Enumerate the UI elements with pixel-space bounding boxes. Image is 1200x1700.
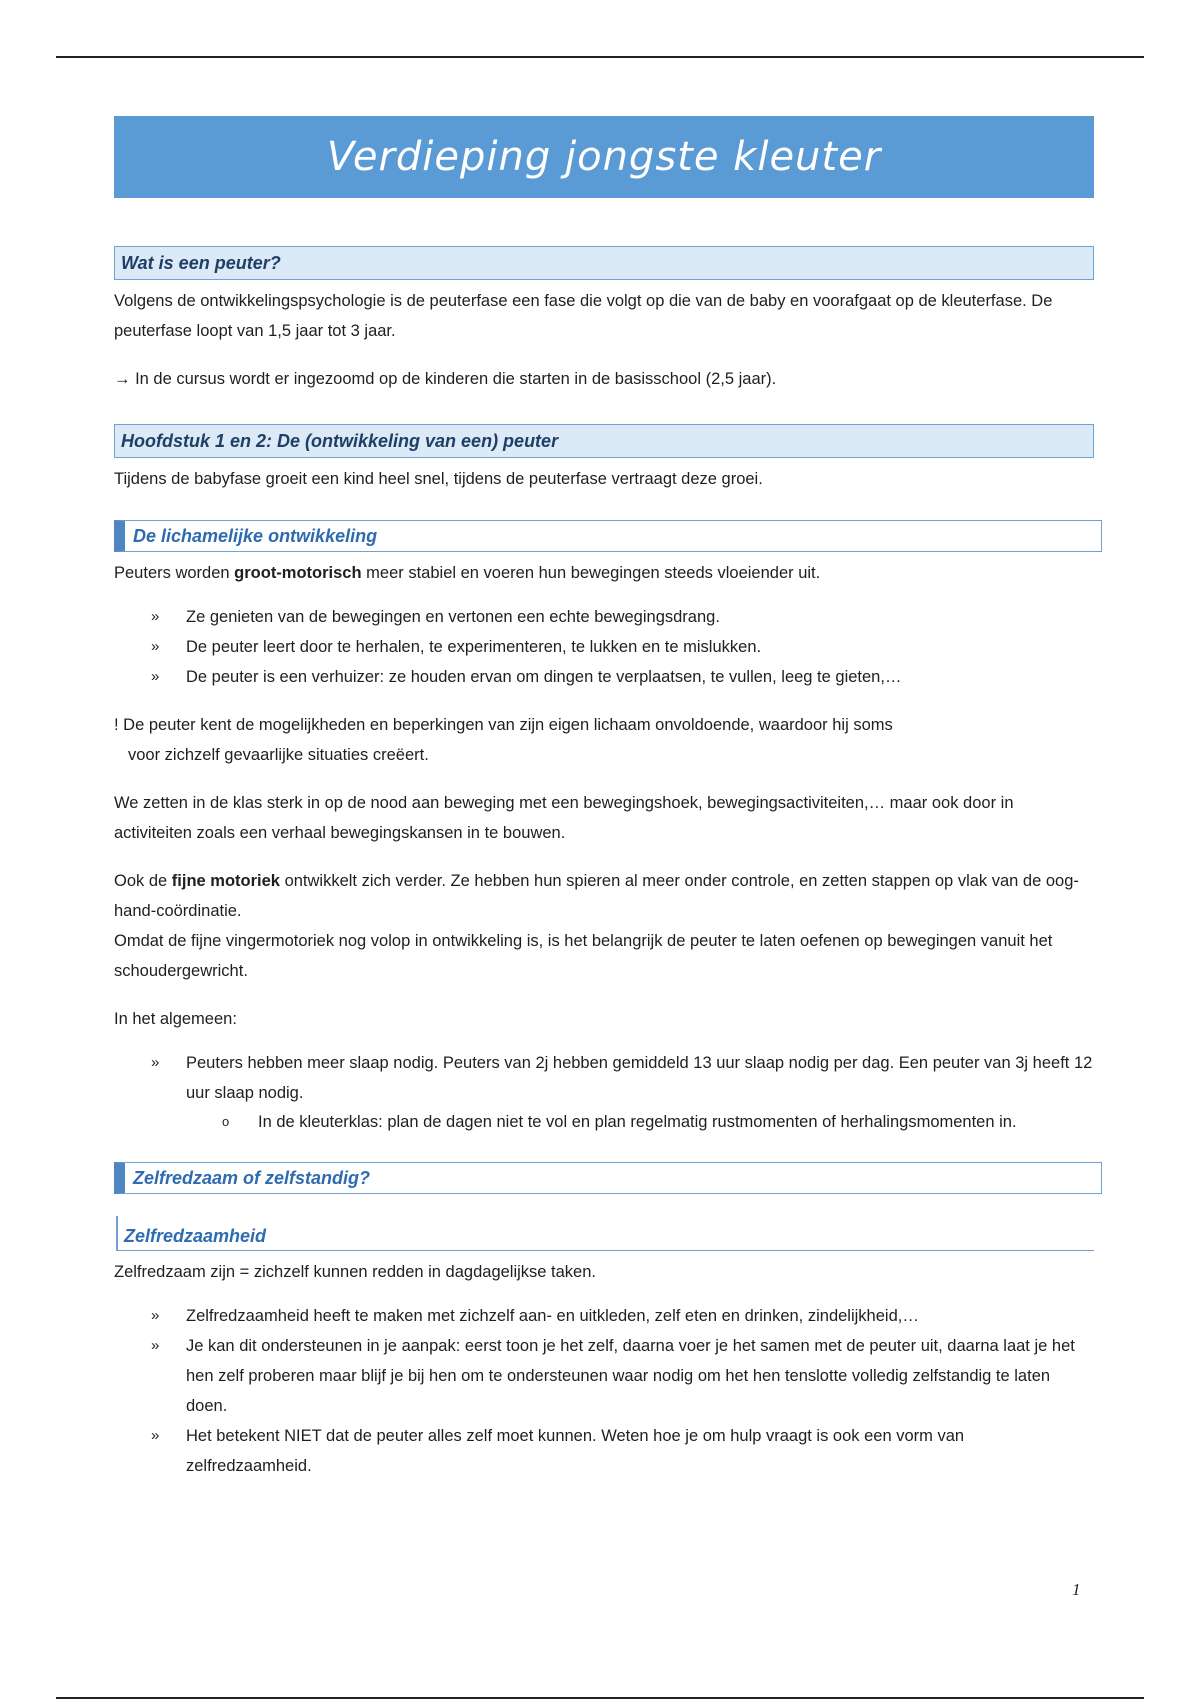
paragraph: Tijdens de babyfase groeit een kind heel snel, tijdens de peuterfase vertraagt deze groei. bbox=[114, 470, 763, 488]
list-item bbox=[114, 1331, 1094, 1421]
list-item bbox=[114, 632, 1094, 662]
heading-lichamelijke-ontwikkeling: De lichamelijke ontwikkeling bbox=[114, 520, 1102, 552]
paragraph bbox=[114, 558, 1094, 588]
bullet-icon: » bbox=[151, 668, 160, 685]
paragraph: Omdat de fijne vingermotoriek nog volop in ontwikkeling is, is het belangrijk de peuter te laten oefenen op bewegingen vanuit het schoudergewricht. bbox=[114, 932, 1053, 980]
bullet-icon: » bbox=[151, 1337, 160, 1354]
heading-zelfredzaamheid: Zelfredzaamheid bbox=[116, 1216, 1094, 1251]
paragraph: In het algemeen: bbox=[114, 1010, 237, 1028]
list-item-text: Je kan dit ondersteunen in je aanpak: eerst toon je het zelf, daarna voer je het samen met de peuter uit, daarna laat je het hen zelf proberen maar blijf je bij hen om te ondersteunen waar nodig om het hen tenslotte volledig zelfstandig te laten doen. bbox=[186, 1337, 1075, 1415]
arrow-right-icon: → bbox=[114, 370, 131, 388]
list-item bbox=[114, 1301, 1094, 1331]
heading-zelfredzaam-of-zelfstandig: Zelfredzaam of zelfstandig? bbox=[114, 1162, 1102, 1194]
circle-bullet-icon: o bbox=[222, 1114, 230, 1129]
list-item bbox=[114, 662, 1094, 692]
footer-rule bbox=[56, 1697, 1144, 1699]
bullet-icon: » bbox=[151, 608, 160, 625]
sub-list-item bbox=[186, 1108, 1094, 1136]
list-item-text: Zelfredzaamheid heeft te maken met zichzelf aan- en uitkleden, zelf eten en drinken, zindelijkheid,… bbox=[186, 1307, 919, 1325]
list-item-text: Ze genieten van de bewegingen en vertonen een echte bewegingsdrang. bbox=[186, 608, 720, 626]
warning-paragraph bbox=[114, 710, 1094, 770]
sub-list bbox=[186, 1108, 1094, 1136]
bullet-list bbox=[114, 602, 1094, 692]
bullet-list bbox=[114, 1048, 1094, 1136]
warning-line: ! De peuter kent de mogelijkheden en beperkingen van zijn eigen lichaam onvoldoende, waardoor hij soms bbox=[114, 716, 893, 734]
sub-list-item-text: In de kleuterklas: plan de dagen niet te vol en plan regelmatig rustmomenten of herhalingsmomenten in. bbox=[258, 1113, 1017, 1131]
warning-line: voor zichzelf gevaarlijke situaties creëert. bbox=[128, 746, 429, 764]
header-rule bbox=[56, 56, 1144, 58]
paragraph bbox=[114, 866, 1094, 926]
paragraph-text: In de cursus wordt er ingezoomd op de kinderen die starten in de basisschool (2,5 jaar). bbox=[130, 370, 777, 388]
bullet-icon: » bbox=[151, 1307, 160, 1324]
page-title: Verdieping jongste kleuter bbox=[114, 116, 1094, 198]
list-item bbox=[114, 1048, 1094, 1136]
list-item-text: Het betekent NIET dat de peuter alles zelf moet kunnen. Weten hoe je om hulp vraagt is ook een vorm van zelfredzaamheid. bbox=[186, 1427, 965, 1475]
document-page bbox=[114, 116, 1094, 1481]
paragraph: Zelfredzaam zijn = zichzelf kunnen redden in dagdagelijkse taken. bbox=[114, 1263, 596, 1281]
bold-term: groot-motorisch bbox=[234, 564, 362, 582]
list-item-text: De peuter leert door te herhalen, te experimenteren, te lukken en te mislukken. bbox=[186, 638, 762, 656]
bold-term: fijne motoriek bbox=[171, 872, 280, 890]
bullet-list bbox=[114, 1301, 1094, 1481]
paragraph: We zetten in de klas sterk in op de nood aan beweging met een bewegingshoek, bewegingsactiviteiten,… maar ook door in activiteiten zoals een verhaal bewegingskansen in te bouwen. bbox=[114, 794, 1014, 842]
bullet-icon: » bbox=[151, 638, 160, 655]
text: Ook de bbox=[114, 872, 172, 890]
list-item-text: De peuter is een verhuizer: ze houden ervan om dingen te verplaatsen, te vullen, leeg te gieten,… bbox=[186, 668, 902, 686]
heading-wat-is-een-peuter: Wat is een peuter? bbox=[114, 246, 1094, 280]
heading-hoofdstuk: Hoofdstuk 1 en 2: De (ontwikkeling van een) peuter bbox=[114, 424, 1094, 458]
text: meer stabiel en voeren hun bewegingen steeds vloeiender uit. bbox=[361, 564, 821, 582]
list-item bbox=[114, 602, 1094, 632]
bullet-icon: » bbox=[151, 1054, 160, 1071]
paragraph: Volgens de ontwikkelingspsychologie is de peuterfase een fase die volgt op die van de baby en voorafgaat op de kleuterfase. De peuterfase loopt van 1,5 jaar tot 3 jaar. bbox=[114, 292, 1053, 340]
text: Peuters worden bbox=[114, 564, 235, 582]
bullet-icon: » bbox=[151, 1427, 160, 1444]
paragraph bbox=[114, 364, 1094, 394]
list-item bbox=[114, 1421, 1094, 1481]
text: ontwikkelt zich verder. Ze hebben hun spieren al meer onder controle, en zetten stappen op vlak van de oog-hand-coördinatie. bbox=[114, 872, 1079, 920]
page-number: 1 bbox=[1072, 1580, 1081, 1599]
list-item-text: Peuters hebben meer slaap nodig. Peuters van 2j hebben gemiddeld 13 uur slaap nodig per dag. Een peuter van 3j heeft 12 uur slaap nodig. bbox=[186, 1054, 1093, 1102]
